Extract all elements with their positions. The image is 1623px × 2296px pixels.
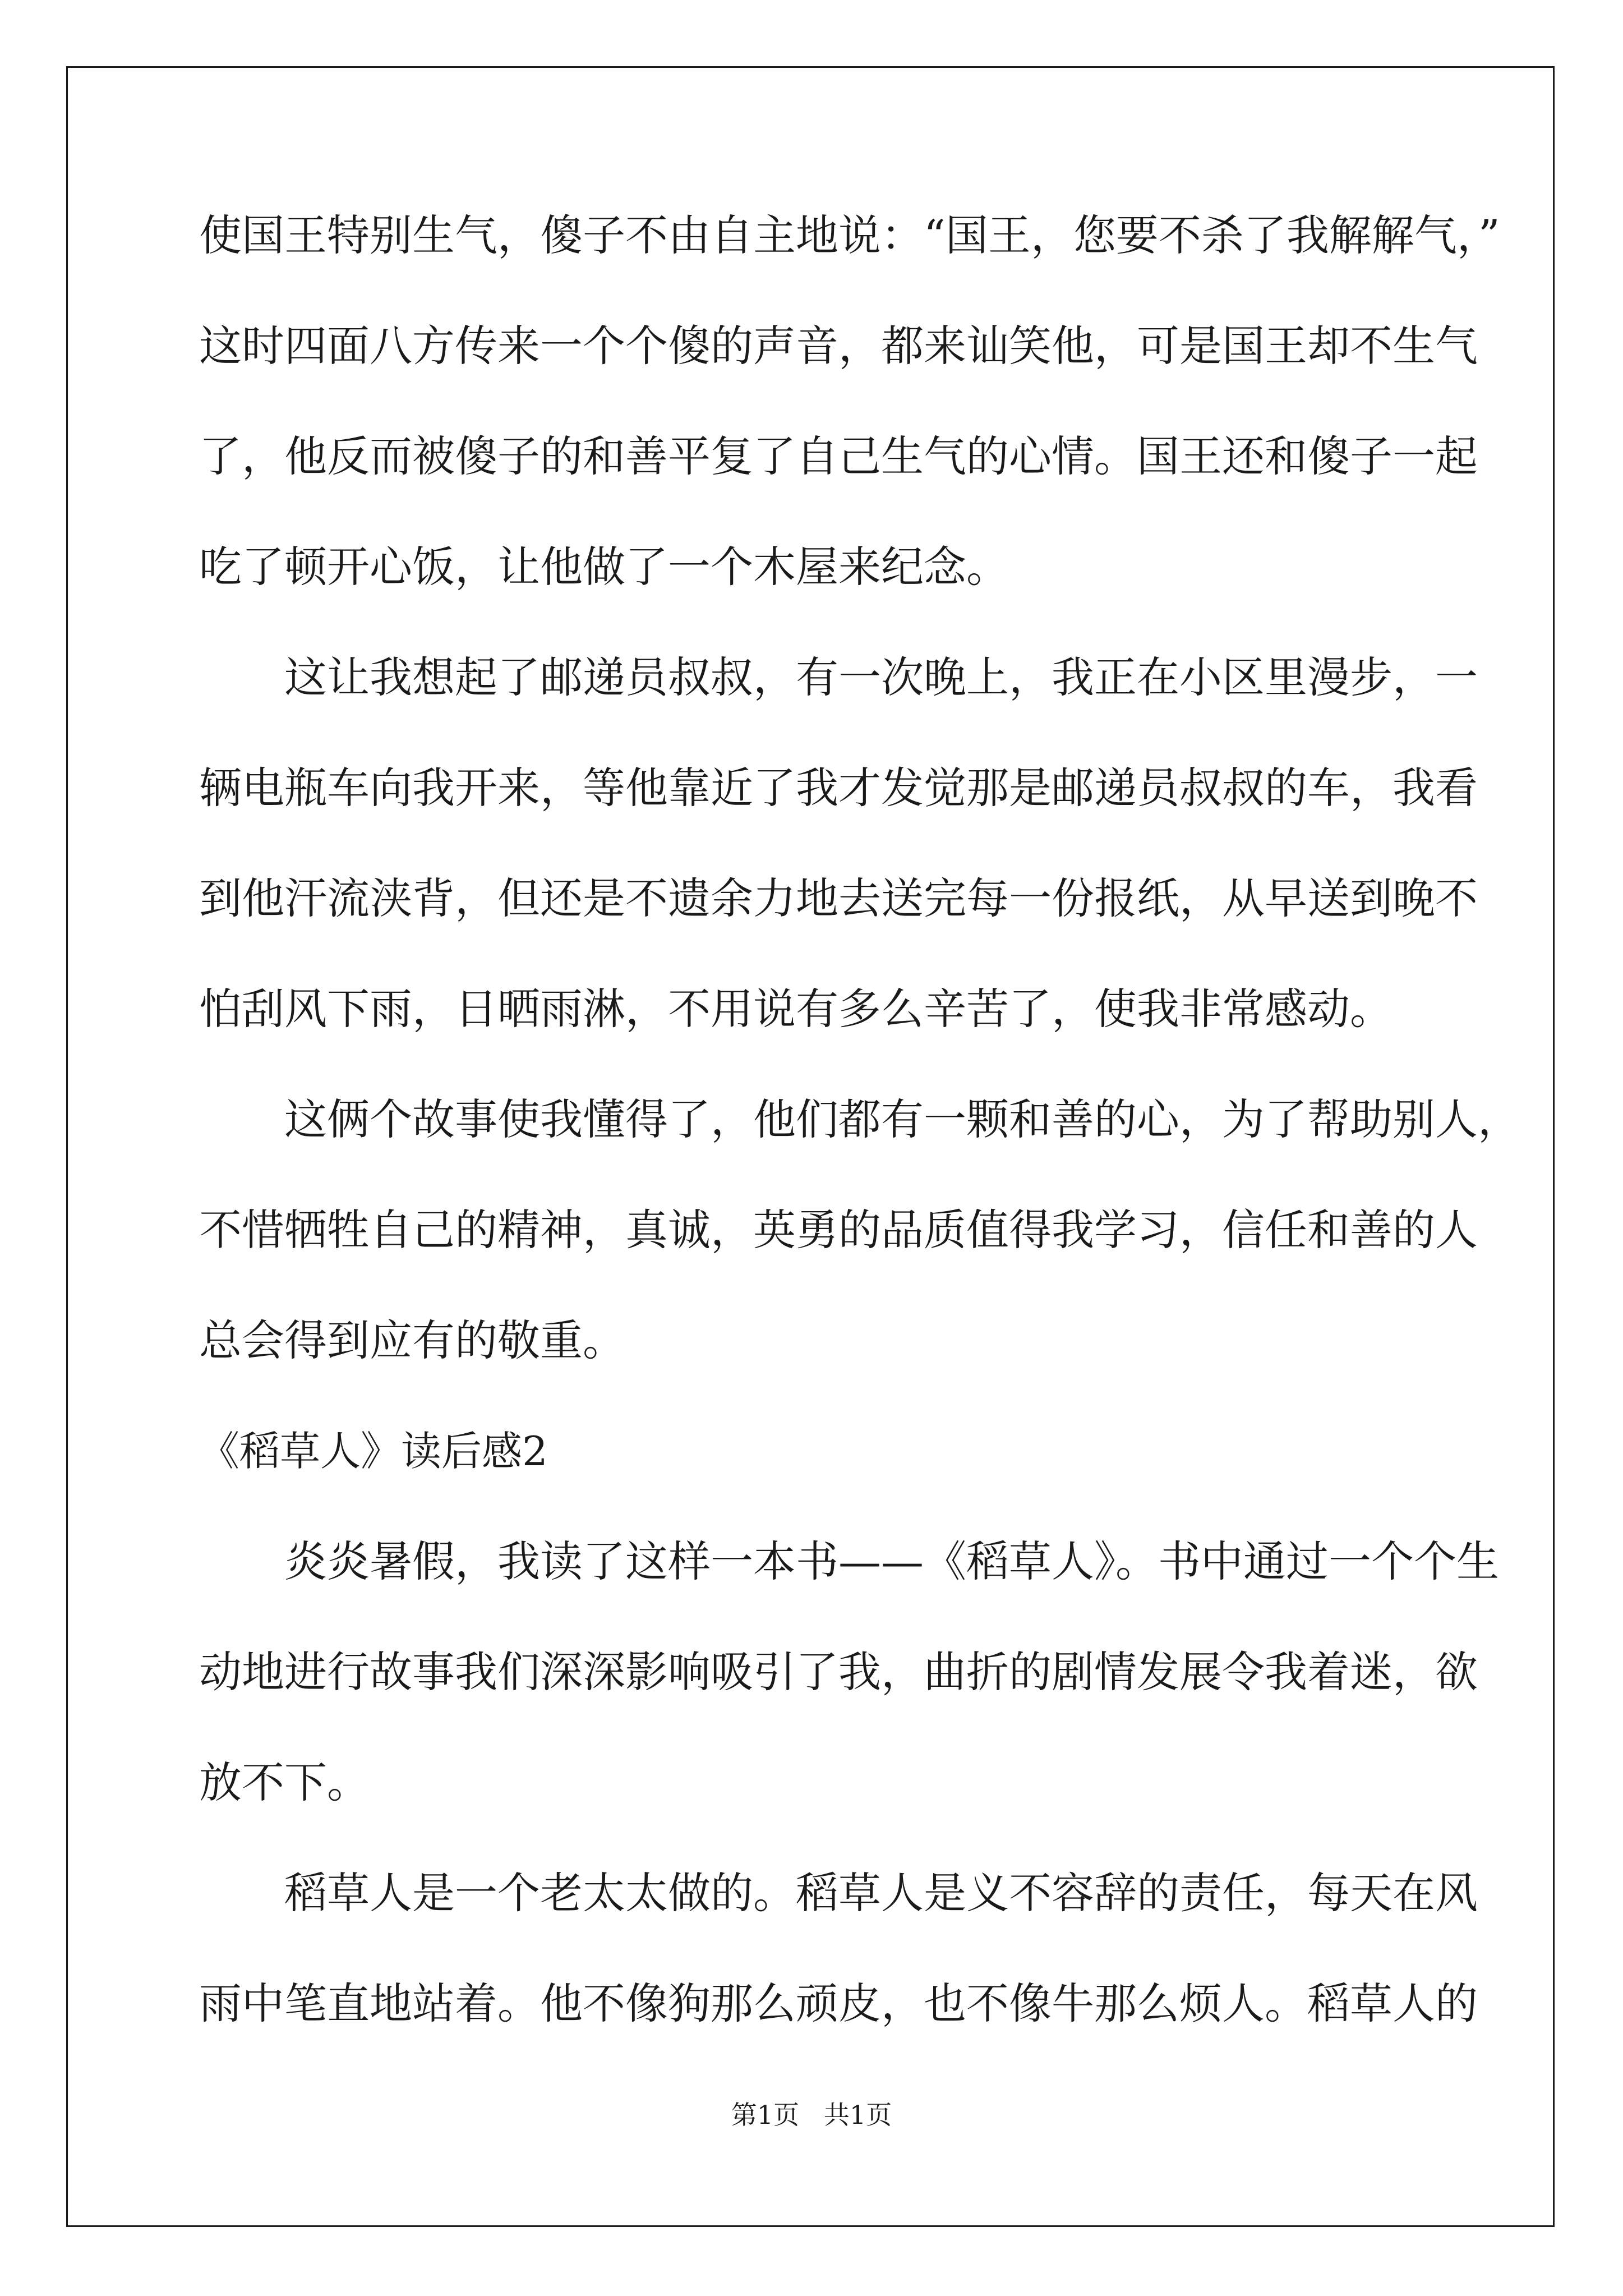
- text-line: 总会得到应有的敬重。: [199, 1315, 625, 1365]
- text-line: 放不下。: [199, 1757, 370, 1807]
- text-line: 使国王特别生气，傻子不由自主地说：“国王，您要不杀了我解解气，”: [199, 210, 1500, 260]
- paragraph-first-line: 炎炎暑假，我读了这样一本书——《稻草人》。书中通过一个个生: [284, 1536, 1499, 1586]
- text-line: 了，他反而被傻子的和善平复了自己生气的心情。国王还和傻子一起: [199, 431, 1478, 481]
- text-line: 雨中笔直地站着。他不像狗那么顽皮，也不像牛那么烦人。稻草人的: [199, 1978, 1478, 2028]
- text-line: 到他汗流浃背，但还是不遗余力地去送完每一份报纸，从早送到晚不: [199, 873, 1478, 923]
- paragraph-first-line: 这让我想起了邮递员叔叔，有一次晚上，我正在小区里漫步，一: [284, 652, 1478, 702]
- paragraph-first-line: 这俩个故事使我懂得了，他们都有一颗和善的心，为了帮助别人，: [284, 1094, 1520, 1144]
- text-line: 动地进行故事我们深深影响吸引了我，曲折的剧情发展令我着迷，欲: [199, 1647, 1478, 1697]
- text-line: 辆电瓶车向我开来，等他靠近了我才发觉那是邮递员叔叔的车，我看: [199, 763, 1478, 813]
- paragraph-first-line: 稻草人是一个老太太做的。稻草人是义不容辞的责任，每天在风: [284, 1868, 1478, 1918]
- text-line: 不惜牺牲自己的精神，真诚，英勇的品质值得我学习，信任和善的人: [199, 1205, 1478, 1255]
- text-line: 吃了顿开心饭，让他做了一个木屋来纪念。: [199, 542, 1009, 592]
- section-heading: 《稻草人》读后感2: [199, 1428, 548, 1475]
- text-line: 怕刮风下雨，日晒雨淋，不用说有多么辛苦了，使我非常感动。: [199, 984, 1393, 1034]
- document-body: [199, 208, 1520, 2086]
- text-line: 这时四面八方传来一个个傻的声音，都来讪笑他，可是国王却不生气: [199, 321, 1478, 371]
- page-number-footer: 第1页 共1页: [731, 2100, 892, 2130]
